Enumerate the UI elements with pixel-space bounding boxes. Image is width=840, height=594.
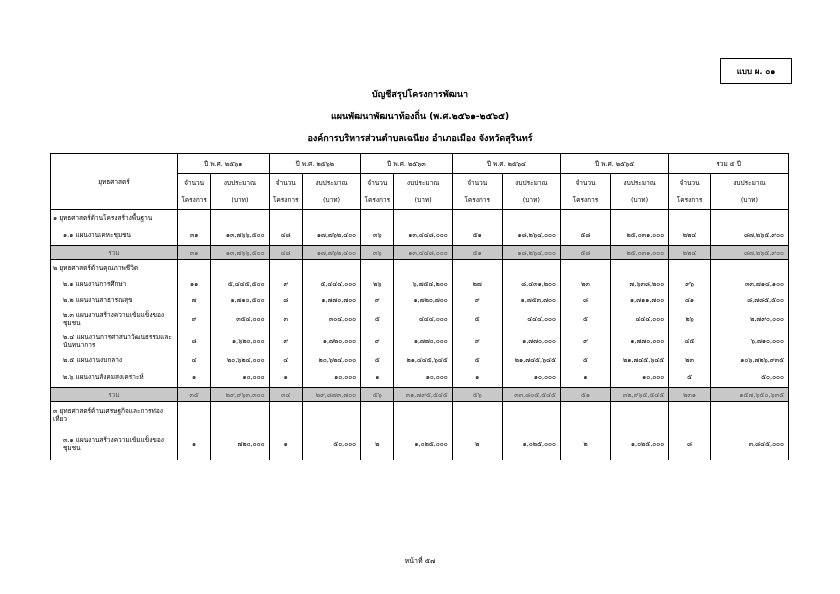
count-header: จำนวน — [560, 174, 610, 192]
project-count-cell: ๒๖ — [669, 308, 711, 330]
budget-header-unit: (บาท) — [502, 192, 560, 210]
project-count-cell: ๒๓ — [560, 276, 610, 292]
budget-header: งบประมาณ — [710, 174, 788, 192]
year-header: ปี พ.ศ. ๒๕๖๒ — [269, 154, 361, 174]
budget-cell: ๘,๗๘๕,๕๐๐ — [710, 292, 788, 308]
project-count-cell: ๑ — [269, 428, 302, 460]
strategy-label: ๒ ยุทธศาสตร์ด้านคุณภาพชีวิต — [51, 260, 178, 276]
project-count-cell: ๔ — [177, 352, 210, 368]
year-header: ปี พ.ศ. ๒๕๖๔ — [452, 154, 560, 174]
project-count-cell: ๙ — [452, 292, 502, 308]
budget-cell: ๑,๗๕๓,๗๐๐ — [502, 292, 560, 308]
budget-cell: ๒๑,๔๔๕,๖๔๕ — [394, 352, 452, 368]
plan-label: ๓.๑ แผนงานสร้างความเข้มแข็งของชุมชน — [51, 428, 178, 460]
project-count-cell: ๒๖ — [361, 276, 394, 292]
budget-cell: ๑๓,๗๖๖,๕๐๐ — [211, 226, 269, 246]
project-count-cell: ๒ — [452, 428, 502, 460]
budget-cell: ๑,๗๗๐,๐๐๐ — [502, 330, 560, 352]
budget-cell: ๕,๔๔๔,๐๐๐ — [302, 276, 360, 292]
project-count-cell: ๔๕ — [669, 330, 711, 352]
budget-cell: ๗,๖๓๘,๒๐๐ — [610, 276, 668, 292]
total-count-cell: ๕๑ — [452, 246, 502, 260]
title-block — [0, 84, 840, 150]
total-count-cell: ๔๘ — [269, 246, 302, 260]
budget-cell: ๕๐,๐๐๐ — [302, 428, 360, 460]
strategy-label: ๓ ยุทธศาสตร์ด้านเศรษฐกิจและการท่องเที่ยว — [51, 402, 178, 428]
budget-cell: ๒,๗๙๐,๐๐๐ — [710, 308, 788, 330]
total-budget-cell: ๒๙,๙๖๓,๓๐๐ — [211, 388, 269, 402]
total-budget-cell: ๒๙,๘๗๓,๗๐๐ — [302, 388, 360, 402]
budget-cell: ๒๐,๖๒๔,๐๐๐ — [302, 352, 360, 368]
year-header: ปี พ.ศ. ๒๕๖๑ — [177, 154, 269, 174]
plan-label: ๑.๑ แผนงานเคหะชุมชน — [51, 226, 178, 246]
project-count-cell: ๕ — [560, 308, 610, 330]
project-count-cell: ๒๒๔ — [669, 226, 711, 246]
project-count-cell: ๙ — [177, 308, 210, 330]
plan-label: ๒.๔ แผนงานการศาสนาวัฒนธรรมและนันทนาการ — [51, 330, 178, 352]
budget-header: งบประมาณ — [610, 174, 668, 192]
project-count-cell: ๒๗ — [452, 276, 502, 292]
count-header-unit: โครงการ — [177, 192, 210, 210]
budget-cell: ๒๑,๗๔๕,๖๔๕ — [502, 352, 560, 368]
budget-cell: ๓๕๔,๐๐๐ — [211, 308, 269, 330]
total-count-cell: ๓๕ — [177, 388, 210, 402]
page-number: หน้าที่ ๕๗ — [404, 557, 436, 565]
project-count-cell: ๕๘ — [560, 226, 610, 246]
budget-cell: ๓๐๔,๐๐๐ — [302, 308, 360, 330]
page-title: บัญชีสรุปโครงการพัฒนา — [371, 90, 469, 100]
project-count-cell: ๓๑ — [177, 226, 210, 246]
plan-label: ๒.๖ แผนงานสังคมสงเคราะห์ — [51, 368, 178, 388]
budget-header-unit: (บาท) — [211, 192, 269, 210]
budget-header-unit: (บาท) — [710, 192, 788, 210]
budget-cell: ๑๐,๐๐๐ — [211, 368, 269, 388]
project-count-cell: ๙ — [452, 330, 502, 352]
budget-header: งบประมาณ — [394, 174, 452, 192]
budget-cell: ๑,๐๒๕,๐๐๐ — [502, 428, 560, 460]
total-5-year-header: รวม ๕ ปี — [669, 154, 789, 174]
project-count-cell: ๙ — [361, 292, 394, 308]
total-count-cell: ๒๓๑ — [669, 388, 711, 402]
project-count-cell: ๑ — [452, 368, 502, 388]
strategy-label: ๑ ยุทธศาสตร์ด้านโครงสร้างพื้นฐาน — [51, 210, 178, 226]
project-count-cell: ๕ — [452, 308, 502, 330]
budget-header: งบประมาณ — [302, 174, 360, 192]
total-count-cell: ๒๒๔ — [669, 246, 711, 260]
project-count-cell: ๑ — [177, 428, 210, 460]
project-count-cell: ๑ — [177, 368, 210, 388]
budget-cell: ๖,๗๑๐,๐๐๐ — [710, 330, 788, 352]
budget-cell: ๑๐,๐๐๐ — [302, 368, 360, 388]
budget-cell: ๖,๗๕๔,๒๐๐ — [394, 276, 452, 292]
budget-cell: ๔๔๔,๐๐๐ — [394, 308, 452, 330]
project-count-cell: ๙ — [361, 330, 394, 352]
strategy-header: ยุทธศาสตร์ — [51, 154, 178, 210]
plan-label: ๒.๒ แผนงานสาธารณสุข — [51, 292, 178, 308]
count-header: จำนวน — [452, 174, 502, 192]
budget-cell: ๑๐,๐๐๐ — [610, 368, 668, 388]
year-header: ปี พ.ศ. ๒๕๖๕ — [560, 154, 668, 174]
project-count-cell: ๑ — [361, 368, 394, 388]
total-count-cell: ๕๘ — [560, 246, 610, 260]
project-count-cell: ๔๘ — [269, 226, 302, 246]
project-count-cell: ๒ — [560, 428, 610, 460]
budget-cell: ๑๐๖,๗๒๖,๙๓๕ — [710, 352, 788, 368]
count-header-unit: โครงการ — [560, 192, 610, 210]
total-label: รวม — [51, 388, 178, 402]
project-count-cell: ๘ — [560, 292, 610, 308]
project-count-cell: ๒ — [361, 428, 394, 460]
project-count-cell: ๙ — [560, 330, 610, 352]
project-count-cell: ๑๑ — [177, 276, 210, 292]
plan-label: ๒.๕ แผนงานงบกลาง — [51, 352, 178, 368]
budget-cell: ๓๓,๗๑๔,๑๐๐ — [710, 276, 788, 292]
project-count-cell: ๕ — [452, 352, 502, 368]
budget-cell: ๒๐,๖๒๔,๐๐๐ — [211, 352, 269, 368]
project-count-cell: ๙๖ — [669, 276, 711, 292]
budget-cell: ๑,๗๒๐,๐๐๐ — [302, 330, 360, 352]
budget-cell: ๑,๗๗๐,๗๐๐ — [302, 292, 360, 308]
budget-cell: ๗๒๐,๐๐๐ — [211, 428, 269, 460]
organization-name: องค์การบริหารส่วนตำบลเฉนียง อำเภอเมือง จังหวัดสุรินทร์ — [307, 134, 533, 144]
project-count-cell: ๘ — [269, 292, 302, 308]
project-count-cell: ๙ — [269, 330, 302, 352]
budget-cell: ๑๓,๔๔๘,๐๐๐ — [394, 226, 452, 246]
count-header: จำนวน — [177, 174, 210, 192]
total-budget-cell: ๒๕,๐๓๑,๐๐๐ — [610, 246, 668, 260]
budget-header-unit: (บาท) — [394, 192, 452, 210]
budget-cell: ๒๑,๗๔๕,๖๔๕ — [610, 352, 668, 368]
total-budget-cell: ๑๘,๒๖๔,๐๐๐ — [502, 246, 560, 260]
project-count-cell: ๕ — [669, 368, 711, 388]
budget-header-unit: (บาท) — [302, 192, 360, 210]
budget-cell: ๔๔๔,๐๐๐ — [502, 308, 560, 330]
count-header: จำนวน — [669, 174, 711, 192]
page-subtitle: แผนพัฒนาพัฒนาท้องถิ่น (พ.ศ.๒๕๖๑-๒๕๖๕) — [330, 112, 510, 122]
total-budget-cell: ๑๓,๔๔๘,๐๐๐ — [394, 246, 452, 260]
project-count-cell: ๗ — [177, 292, 210, 308]
budget-cell: ๕๐,๐๐๐ — [710, 368, 788, 388]
project-count-cell: ๙ — [269, 276, 302, 292]
year-header: ปี พ.ศ. ๒๕๖๓ — [361, 154, 453, 174]
total-budget-cell: ๓๒,๙๖๕,๕๔๕ — [610, 388, 668, 402]
total-count-cell: ๓๖ — [361, 246, 394, 260]
count-header-unit: โครงการ — [269, 192, 302, 210]
budget-cell: ๘๗,๒๖๕,๙๐๐ — [710, 226, 788, 246]
total-count-cell: ๓๔ — [269, 388, 302, 402]
total-budget-cell: ๑๓,๗๖๖,๕๐๐ — [211, 246, 269, 260]
total-budget-cell: ๓๓,๘๐๕,๕๔๕ — [502, 388, 560, 402]
total-budget-cell: ๑๕๗,๖๕๐,๖๓๕ — [710, 388, 788, 402]
budget-cell: ๑,๖๒๐,๐๐๐ — [211, 330, 269, 352]
budget-cell: ๑,๐๒๕,๐๐๐ — [394, 428, 452, 460]
budget-cell: ๑๘,๒๖๔,๐๐๐ — [502, 226, 560, 246]
plan-label: ๒.๓ แผนงานสร้างความเข้มแข็งของชุมชน — [51, 308, 178, 330]
budget-cell: ๔๔๔,๐๐๐ — [610, 308, 668, 330]
budget-header: งบประมาณ — [502, 174, 560, 192]
project-count-cell: ๔๑ — [669, 292, 711, 308]
plan-label: ๒.๑ แผนงานการศึกษา — [51, 276, 178, 292]
budget-cell: ๑,๗๗๐,๐๐๐ — [610, 330, 668, 352]
total-budget-cell: ๓๑,๗๙๕,๕๔๕ — [394, 388, 452, 402]
budget-header-unit: (บาท) — [610, 192, 668, 210]
project-summary-table — [50, 153, 789, 460]
budget-cell: ๑,๗๑๑,๗๐๐ — [610, 292, 668, 308]
project-count-cell: ๒๓ — [669, 352, 711, 368]
budget-cell: ๑,๗๑๐,๕๐๐ — [211, 292, 269, 308]
total-count-cell: ๕๖ — [452, 388, 502, 402]
budget-cell: ๑๗,๗๖๒,๔๐๐ — [302, 226, 360, 246]
project-count-cell: ๓ — [269, 308, 302, 330]
form-code-box: แบบ ผ. ๐๑ — [720, 58, 792, 84]
project-count-cell: ๕ — [361, 352, 394, 368]
budget-cell: ๒๕,๐๓๑,๐๐๐ — [610, 226, 668, 246]
budget-cell: ๑,๗๗๐,๐๐๐ — [394, 330, 452, 352]
project-count-cell: ๔ — [269, 352, 302, 368]
total-label: รวม — [51, 246, 178, 260]
budget-cell: ๑๐,๐๐๐ — [502, 368, 560, 388]
count-header: จำนวน — [269, 174, 302, 192]
budget-cell: ๕,๔๔๕,๕๐๐ — [211, 276, 269, 292]
count-header-unit: โครงการ — [669, 192, 711, 210]
budget-cell: ๑,๗๒๐,๗๐๐ — [394, 292, 452, 308]
project-count-cell: ๕ — [361, 308, 394, 330]
project-count-cell: ๘ — [177, 330, 210, 352]
budget-cell: ๑๐,๐๐๐ — [394, 368, 452, 388]
project-count-cell: ๓๖ — [361, 226, 394, 246]
count-header: จำนวน — [361, 174, 394, 192]
count-header-unit: โครงการ — [361, 192, 394, 210]
project-count-cell: ๘ — [669, 428, 711, 460]
budget-cell: ๓,๘๔๕,๐๐๐ — [710, 428, 788, 460]
total-count-cell: ๕๖ — [361, 388, 394, 402]
total-budget-cell: ๑๗,๗๖๒,๔๐๐ — [302, 246, 360, 260]
project-count-cell: ๑ — [560, 368, 610, 388]
total-budget-cell: ๘๗,๒๖๕,๙๐๐ — [710, 246, 788, 260]
budget-cell: ๘,๔๓๑,๒๐๐ — [502, 276, 560, 292]
project-count-cell: ๕ — [560, 352, 610, 368]
budget-header: งบประมาณ — [211, 174, 269, 192]
project-count-cell: ๕๑ — [452, 226, 502, 246]
project-count-cell: ๑ — [269, 368, 302, 388]
total-count-cell: ๕๑ — [560, 388, 610, 402]
count-header-unit: โครงการ — [452, 192, 502, 210]
budget-cell: ๑,๐๒๕,๐๐๐ — [610, 428, 668, 460]
total-count-cell: ๓๑ — [177, 246, 210, 260]
